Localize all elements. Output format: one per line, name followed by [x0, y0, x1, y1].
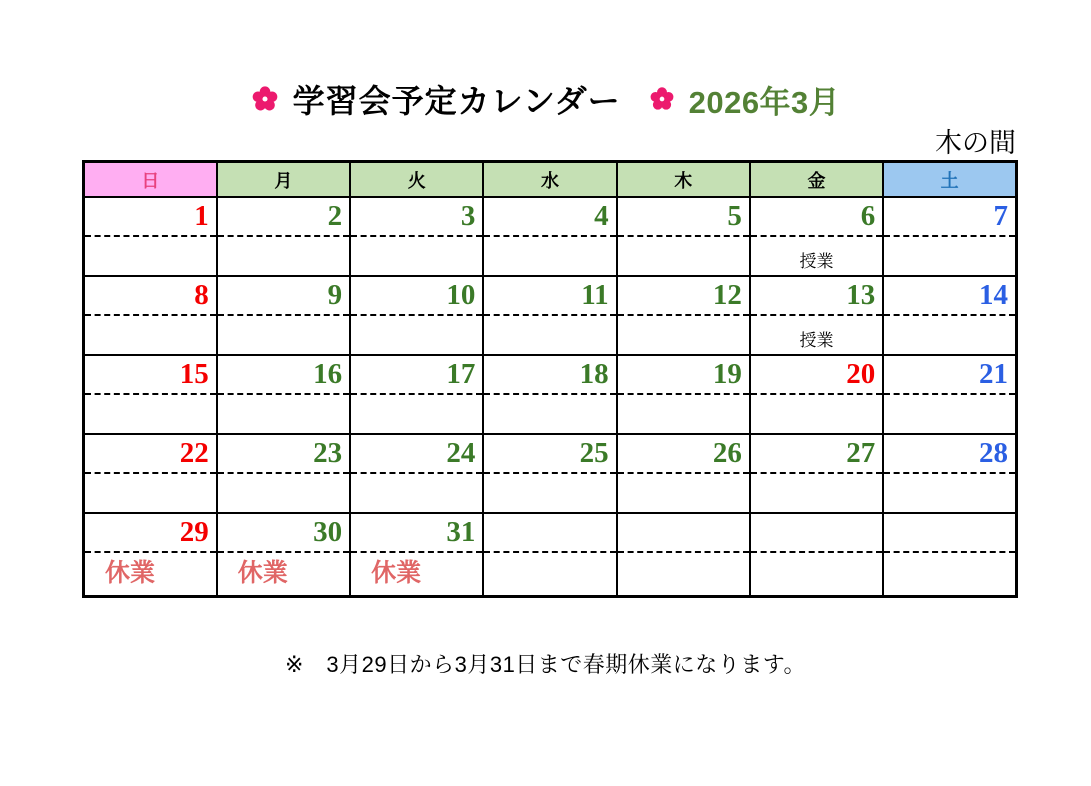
day-header-weekday: 火: [350, 162, 483, 198]
date-cell: 15: [84, 355, 217, 394]
week-event-row: [84, 552, 1017, 597]
date-cell: 23: [217, 434, 350, 473]
week-date-row: [84, 197, 1017, 236]
empty-event-cell: [617, 236, 750, 276]
day-header-weekday: 木: [617, 162, 750, 198]
week-event-row: [84, 315, 1017, 355]
empty-event-cell: [483, 394, 616, 434]
calendar-title: 学習会予定カレンダー: [292, 83, 621, 119]
empty-event-cell: [217, 394, 350, 434]
week-date-row: [84, 355, 1017, 394]
empty-event-cell: [483, 315, 616, 355]
event-cell: 授業: [750, 315, 883, 355]
date-cell: 4: [483, 197, 616, 236]
date-cell: 11: [483, 276, 616, 315]
empty-event-cell: [883, 552, 1016, 597]
empty-event-cell: [617, 473, 750, 513]
date-cell: 8: [84, 276, 217, 315]
empty-event-cell: [84, 236, 217, 276]
date-cell: 29: [84, 513, 217, 552]
date-cell: 22: [84, 434, 217, 473]
date-cell: 16: [217, 355, 350, 394]
week-date-row: [84, 513, 1017, 552]
date-cell: 24: [350, 434, 483, 473]
empty-event-cell: [617, 552, 750, 597]
empty-event-cell: [350, 315, 483, 355]
empty-event-cell: [483, 236, 616, 276]
date-cell: 31: [350, 513, 483, 552]
date-cell: 6: [750, 197, 883, 236]
calendar-table-block: [82, 128, 1018, 598]
date-cell: 21: [883, 355, 1016, 394]
empty-event-cell: [883, 236, 1016, 276]
date-cell: 14: [883, 276, 1016, 315]
empty-event-cell: [750, 473, 883, 513]
flower-icon: [251, 85, 279, 113]
event-cell: 休業: [84, 552, 217, 597]
date-cell: 20: [750, 355, 883, 394]
date-cell: 30: [217, 513, 350, 552]
empty-date-cell: [617, 513, 750, 552]
event-cell: 休業: [217, 552, 350, 597]
date-cell: 3: [350, 197, 483, 236]
week-date-row: [84, 276, 1017, 315]
empty-event-cell: [750, 394, 883, 434]
footnote: ※ 3月29日から3月31日まで春期休業になります。: [284, 652, 807, 678]
empty-event-cell: [617, 394, 750, 434]
page-title: [0, 0, 1091, 122]
room-label: 木の間: [935, 128, 1016, 158]
empty-event-cell: [883, 394, 1016, 434]
empty-event-cell: [84, 473, 217, 513]
date-cell: 26: [617, 434, 750, 473]
calendar-table: [82, 160, 1018, 598]
empty-event-cell: [84, 315, 217, 355]
date-cell: 19: [617, 355, 750, 394]
day-header-weekday: 金: [750, 162, 883, 198]
empty-event-cell: [483, 552, 616, 597]
date-cell: 18: [483, 355, 616, 394]
week-event-row: [84, 236, 1017, 276]
empty-event-cell: [217, 315, 350, 355]
flower-icon: [649, 86, 675, 112]
week-date-row: [84, 434, 1017, 473]
empty-date-cell: [483, 513, 616, 552]
date-cell: 9: [217, 276, 350, 315]
event-cell: 休業: [350, 552, 483, 597]
empty-event-cell: [750, 552, 883, 597]
empty-event-cell: [883, 473, 1016, 513]
date-cell: 7: [883, 197, 1016, 236]
empty-event-cell: [217, 473, 350, 513]
day-header-weekday: 水: [483, 162, 616, 198]
empty-event-cell: [217, 236, 350, 276]
empty-event-cell: [350, 236, 483, 276]
date-cell: 28: [883, 434, 1016, 473]
date-cell: 17: [350, 355, 483, 394]
empty-event-cell: [84, 394, 217, 434]
week-event-row: [84, 473, 1017, 513]
date-cell: 12: [617, 276, 750, 315]
event-cell: 授業: [750, 236, 883, 276]
date-cell: 10: [350, 276, 483, 315]
empty-event-cell: [483, 473, 616, 513]
day-header-row: [84, 162, 1017, 198]
empty-event-cell: [350, 394, 483, 434]
calendar-year-month: 2026年3月: [688, 84, 841, 120]
date-cell: 25: [483, 434, 616, 473]
empty-date-cell: [883, 513, 1016, 552]
date-cell: 2: [217, 197, 350, 236]
empty-event-cell: [617, 315, 750, 355]
week-event-row: [84, 394, 1017, 434]
date-cell: 5: [617, 197, 750, 236]
date-cell: 13: [750, 276, 883, 315]
day-header-sat: 土: [883, 162, 1016, 198]
empty-event-cell: [883, 315, 1016, 355]
date-cell: 1: [84, 197, 217, 236]
day-header-sun: 日: [84, 162, 217, 198]
day-header-weekday: 月: [217, 162, 350, 198]
empty-date-cell: [750, 513, 883, 552]
empty-event-cell: [350, 473, 483, 513]
date-cell: 27: [750, 434, 883, 473]
